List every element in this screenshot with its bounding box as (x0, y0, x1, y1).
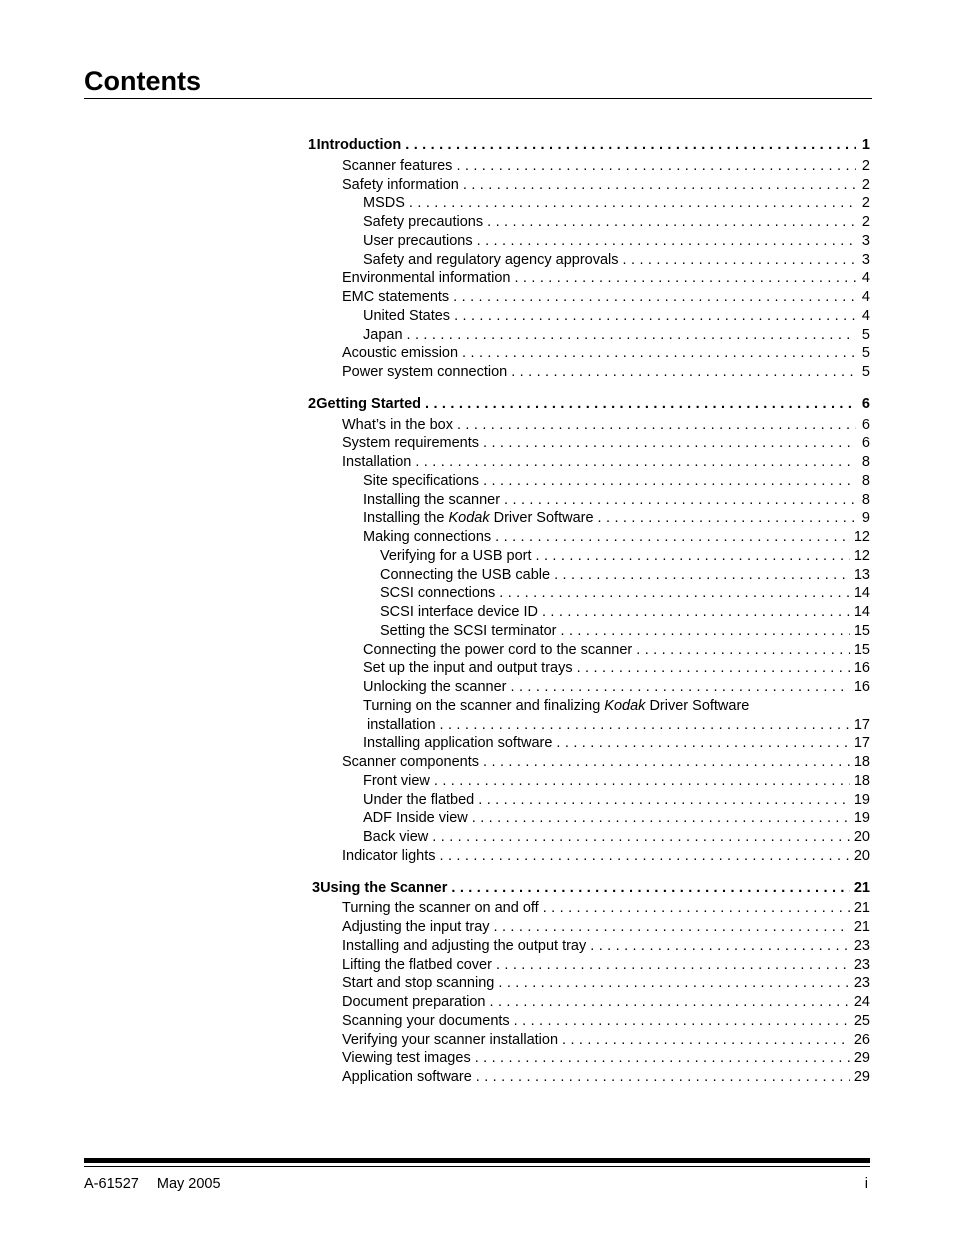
toc-entry[interactable] (308, 993, 870, 1012)
toc-entry[interactable] (308, 603, 870, 622)
entry-text: Driver Software (645, 697, 750, 714)
dot-leader (440, 716, 850, 735)
toc-entry[interactable] (308, 547, 870, 566)
dot-leader (496, 956, 850, 975)
chapter-number: 3 (312, 879, 321, 896)
toc-entry[interactable] (308, 659, 870, 678)
entry-page: 13 (853, 566, 870, 583)
entry-page: 21 (853, 900, 870, 917)
dot-leader (453, 288, 856, 307)
chapter-title: Introduction (316, 137, 402, 153)
entry-page: 29 (853, 1050, 870, 1067)
dot-leader (462, 344, 856, 363)
chapter-2 (308, 395, 870, 866)
dot-leader (590, 937, 850, 956)
dot-leader (483, 434, 856, 453)
entry-page: 20 (853, 829, 870, 845)
entry-label: Acoustic emission (342, 345, 459, 362)
entry-page: 8 (861, 472, 870, 489)
toc-entry[interactable] (308, 937, 870, 956)
entry-label: Unlocking the scanner (363, 679, 507, 695)
entry-label: Site specifications (363, 472, 480, 489)
entry-label: Making connections (363, 529, 492, 545)
toc-entry[interactable] (308, 918, 870, 937)
entry-text: Installing the (363, 510, 449, 527)
dot-leader (483, 472, 856, 491)
entry-page: 19 (853, 810, 870, 827)
dot-leader (536, 547, 850, 566)
footer-left (84, 1176, 221, 1192)
chapter-page: 6 (861, 395, 870, 412)
chapter-page: 21 (853, 879, 870, 896)
dot-leader (598, 509, 856, 528)
toc-entry[interactable] (308, 326, 870, 345)
dot-leader (514, 269, 856, 288)
entry-page: 21 (853, 919, 870, 935)
toc-entry[interactable] (308, 269, 870, 288)
dot-leader (561, 622, 850, 641)
dot-leader (415, 453, 856, 472)
entry-label: Scanner components (342, 754, 480, 770)
entry-label: Viewing test images (342, 1050, 471, 1067)
dot-leader (407, 326, 856, 345)
entry-page: 12 (853, 529, 870, 545)
dot-leader (483, 753, 850, 772)
entry-page: 5 (861, 345, 870, 362)
toc-entry[interactable] (308, 791, 870, 810)
dot-leader (463, 176, 856, 195)
entry-label: Under the flatbed (363, 791, 475, 808)
dot-leader (489, 993, 849, 1012)
entry-page: 20 (853, 847, 870, 864)
dot-leader (554, 566, 850, 585)
entry-label: Verifying for a USB port (380, 547, 532, 564)
dot-leader (511, 363, 856, 382)
entry-page: 8 (861, 454, 870, 470)
entry-page: 4 (861, 307, 870, 324)
entry-label: Verifying your scanner installation (342, 1031, 559, 1048)
entry-label: Installing application software (363, 735, 553, 752)
entry-page: 4 (861, 270, 870, 287)
entry-page: 2 (861, 214, 870, 230)
entry-text-italic: Kodak (448, 510, 490, 527)
entry-label: Safety precautions (363, 214, 484, 230)
chapter-3 (308, 879, 870, 1087)
entry-text-italic: Kodak (604, 697, 646, 714)
chapter-number: 2 (308, 395, 317, 412)
toc-entry[interactable] (308, 716, 870, 735)
entry-label: EMC statements (342, 289, 450, 305)
toc-entry[interactable] (308, 157, 870, 176)
dot-leader (405, 136, 856, 155)
entry-label: Document preparation (342, 994, 486, 1010)
dot-leader (440, 847, 850, 866)
toc-entry[interactable] (308, 772, 870, 791)
toc-entry[interactable] (308, 1049, 870, 1068)
toc-entry[interactable] (308, 176, 870, 195)
entry-page: 25 (853, 1012, 870, 1029)
dot-leader (542, 603, 850, 622)
entry-page: 23 (853, 956, 870, 973)
entry-label: Safety and regulatory agency approvals (363, 251, 619, 268)
entry-label: Turning the scanner on and off (342, 900, 539, 917)
dot-leader (434, 772, 850, 791)
toc-entry[interactable] (308, 509, 870, 528)
dot-leader (425, 395, 856, 414)
toc-entry[interactable] (308, 678, 870, 697)
chapter-title: Getting Started (316, 395, 422, 412)
dot-leader (456, 157, 856, 176)
chapter-title: Using the Scanner (320, 879, 448, 896)
dot-leader (487, 213, 856, 232)
toc-entry[interactable] (308, 1012, 870, 1031)
entry-label: User precautions (363, 232, 473, 249)
entry-label: Scanning your documents (342, 1012, 510, 1029)
toc-entry[interactable] (308, 434, 870, 453)
toc-entry[interactable] (308, 899, 870, 918)
toc-entry[interactable] (308, 528, 870, 547)
entry-text: Driver Software (489, 510, 594, 527)
entry-label: Application software (342, 1069, 472, 1085)
entry-page: 6 (861, 416, 870, 433)
doc-number: A-61527 (84, 1176, 139, 1192)
toc-entry[interactable] (308, 194, 870, 213)
entry-page: 26 (853, 1031, 870, 1048)
entry-label: Power system connection (342, 364, 508, 380)
entry-label: SCSI connections (380, 585, 496, 602)
toc-entry[interactable] (308, 491, 870, 510)
entry-page: 23 (853, 975, 870, 992)
toc-entry[interactable] (308, 753, 870, 772)
entry-label: Front view (363, 772, 430, 789)
entry-label: Installation (342, 454, 412, 470)
toc-entry[interactable] (308, 288, 870, 307)
entry-page: 5 (861, 326, 870, 343)
entry-label: Connecting the power cord to the scanner (363, 641, 633, 658)
entry-label: Setting the SCSI terminator (380, 622, 557, 639)
toc-entry[interactable] (308, 232, 870, 251)
entry-label: Scanner features (342, 157, 453, 174)
chapter-heading[interactable] (308, 879, 870, 898)
toc-entry[interactable] (308, 809, 870, 828)
table-of-contents (308, 136, 870, 1100)
dot-leader (476, 1068, 850, 1087)
footer-rule-thick (84, 1158, 870, 1163)
toc-entry[interactable] (308, 472, 870, 491)
entry-page: 2 (861, 157, 870, 174)
entry-page: 5 (861, 364, 870, 380)
toc-entry-wrapped-line[interactable] (308, 697, 870, 716)
toc-entry[interactable] (308, 622, 870, 641)
entry-page: 4 (861, 289, 870, 305)
title-rule (84, 98, 872, 99)
entry-label: Start and stop scanning (342, 975, 495, 992)
dot-leader (472, 809, 850, 828)
page-title: Contents (84, 66, 201, 96)
dot-leader (451, 879, 849, 898)
footer-rule-thin (84, 1166, 870, 1167)
dot-leader (577, 659, 850, 678)
toc-entry[interactable] (308, 251, 870, 270)
entry-text: Turning on the scanner and finalizing (363, 697, 605, 714)
dot-leader (636, 641, 850, 660)
toc-entry[interactable] (308, 956, 870, 975)
dot-leader (495, 528, 850, 547)
entry-label: MSDS (363, 195, 405, 212)
dot-leader (504, 491, 856, 510)
entry-label: Installing the scanner (363, 491, 501, 508)
entry-label: SCSI interface device ID (380, 604, 538, 620)
entry-page: 2 (861, 176, 870, 193)
dot-leader (409, 194, 856, 213)
entry-page: 18 (853, 754, 870, 770)
entry-page: 9 (861, 510, 870, 527)
page-number: i (864, 1176, 868, 1192)
dot-leader (543, 899, 850, 918)
entry-label: United States (363, 307, 451, 324)
entry-page: 6 (861, 435, 870, 452)
entry-label: Lifting the flatbed cover (342, 956, 492, 973)
entry-page: 17 (853, 716, 870, 733)
entry-page: 16 (853, 660, 870, 677)
toc-entry[interactable] (308, 213, 870, 232)
toc-entry[interactable] (308, 641, 870, 660)
toc-entry[interactable] (308, 734, 870, 753)
toc-entry[interactable] (308, 1031, 870, 1050)
entry-page: 8 (861, 491, 870, 508)
dot-leader (457, 416, 856, 435)
entry-page: 18 (853, 772, 870, 789)
entry-page: 24 (853, 994, 870, 1010)
entry-page: 12 (853, 547, 870, 564)
entry-label: ADF Inside view (363, 810, 468, 827)
toc-entry[interactable] (308, 453, 870, 472)
entry-label: Set up the input and output trays (363, 660, 573, 677)
entry-label: Indicator lights (342, 847, 436, 864)
entry-page: 16 (853, 679, 870, 695)
toc-entry[interactable] (308, 584, 870, 603)
toc-entry[interactable] (308, 974, 870, 993)
dot-leader (475, 1049, 850, 1068)
entry-label: System requirements (342, 435, 479, 452)
entry-page: 15 (853, 622, 870, 639)
doc-date: May 2005 (156, 1176, 221, 1192)
entry-page: 14 (853, 585, 870, 602)
dot-leader (478, 791, 850, 810)
dot-leader (514, 1012, 850, 1031)
dot-leader (498, 974, 850, 993)
entry-label: Adjusting the input tray (342, 919, 490, 935)
entry-page: 23 (853, 937, 870, 954)
entry-label (363, 509, 594, 528)
entry-page: 17 (853, 735, 870, 752)
toc-entry[interactable] (308, 363, 870, 382)
entry-label: Safety information (342, 176, 459, 193)
entry-page: 2 (861, 195, 870, 212)
entry-label: What’s in the box (342, 416, 453, 433)
entry-label: Back view (363, 829, 429, 845)
entry-page: 3 (861, 232, 870, 249)
toc-entry[interactable] (308, 1068, 870, 1087)
dot-leader (556, 734, 849, 753)
toc-entry[interactable] (308, 344, 870, 363)
dot-leader (432, 828, 850, 847)
chapter-heading[interactable] (308, 136, 870, 155)
dot-leader (510, 678, 849, 697)
entry-page: 19 (853, 791, 870, 808)
entry-page: 3 (861, 251, 870, 268)
entry-label: Installing and adjusting the output tray (342, 937, 587, 954)
dot-leader (494, 918, 850, 937)
toc-entry[interactable] (308, 847, 870, 866)
dot-leader (562, 1031, 850, 1050)
dot-leader (499, 584, 850, 603)
entry-page: 14 (853, 604, 870, 620)
entry-page: 15 (853, 641, 870, 658)
chapter-page: 1 (861, 137, 870, 153)
toc-entry[interactable] (308, 566, 870, 585)
dot-leader (477, 232, 856, 251)
chapter-number: 1 (308, 137, 317, 153)
dot-leader (454, 307, 856, 326)
entry-page: 29 (853, 1069, 870, 1085)
toc-entry[interactable] (308, 307, 870, 326)
chapter-heading[interactable] (308, 395, 870, 414)
dot-leader (623, 251, 856, 270)
entry-label: Japan (363, 326, 403, 343)
entry-label: Connecting the USB cable (380, 566, 551, 583)
entry-label: installation (367, 716, 436, 733)
entry-label: Environmental information (342, 270, 511, 287)
chapter-1 (308, 136, 870, 382)
toc-entry[interactable] (308, 828, 870, 847)
toc-entry[interactable] (308, 416, 870, 435)
